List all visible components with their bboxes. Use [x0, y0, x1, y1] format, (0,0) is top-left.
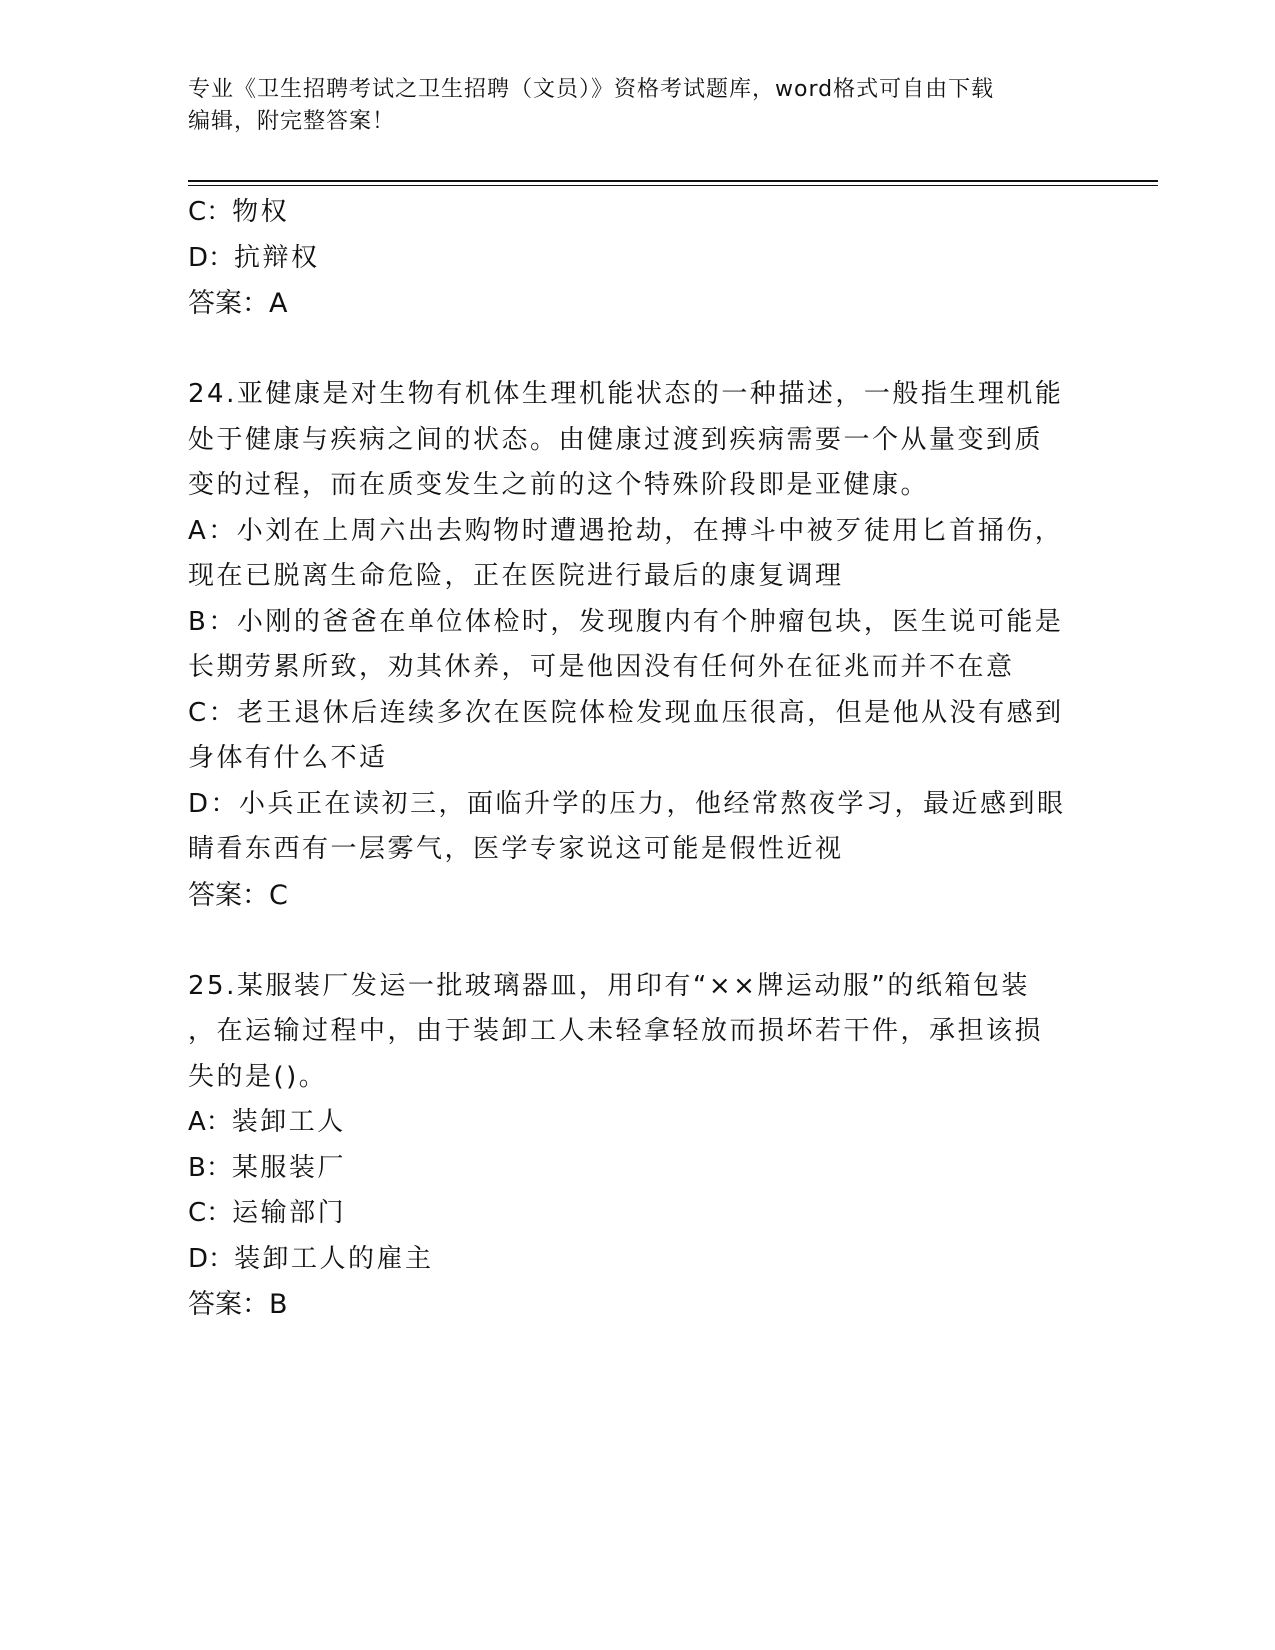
option-d: D：装卸工人的雇主: [188, 1243, 434, 1274]
question-stem-line: 25.某服装厂发运一批玻璃器皿，用印有“××牌运动服”的纸箱包装: [188, 970, 1030, 1001]
question-stem-line: 失的是()。: [188, 1061, 328, 1092]
option-d: D：抗辩权: [188, 242, 320, 273]
document-header: [188, 74, 1068, 138]
option-c-line: 身体有什么不适: [188, 743, 388, 773]
answer-25: 答案：B: [188, 1289, 288, 1320]
option-b-line: 长期劳累所致，劝其休养，可是他因没有任何外在征兆而并不在意: [188, 652, 1015, 682]
option-a-line: A：小刘在上周六出去购物时遭遇抢劫，在搏斗中被歹徒用匕首捅伤，: [188, 515, 1064, 546]
question-stem-line: 处于健康与疾病之间的状态。由健康过渡到疾病需要一个从量变到质: [188, 424, 1044, 455]
answer-24: 答案：C: [188, 879, 288, 911]
header-rule-thick: [188, 180, 1158, 182]
option-d-line: 睛看东西有一层雾气，医学专家说这可能是假性近视: [188, 834, 844, 864]
answer-prev: 答案：A: [188, 288, 288, 319]
question-stem-line: 变的过程，而在质变发生之前的这个特殊阶段即是亚健康。: [188, 470, 930, 500]
question-stem-line: ，在运输过程中，由于装卸工人未轻拿轻放而损坏若干件，承担该损: [188, 1016, 1044, 1046]
question-25: [188, 964, 1083, 1328]
header-line-1: 专业《卫生招聘考试之卫生招聘（文员）》资格考试题库，word格式可自由下载: [188, 77, 995, 102]
option-a: A：装卸工人: [188, 1107, 346, 1137]
option-b: B：某服装厂: [188, 1152, 346, 1183]
header-line-2: 编辑，附完整答案！: [188, 109, 396, 134]
question-stem-line: 24.亚健康是对生物有机体生理机能状态的一种描述，一般指生理机能: [188, 379, 1064, 409]
question-24: [188, 372, 1083, 918]
document-body: [188, 190, 1083, 1328]
option-d-line: D：小兵正在读初三，面临升学的压力，他经常熬夜学习，最近感到眼: [188, 788, 1066, 819]
header-rule-thin: [188, 185, 1158, 186]
option-c: C：运输部门: [188, 1198, 347, 1228]
option-c: C：物权: [188, 197, 290, 227]
option-c-line: C：老王退休后连续多次在医院体检发现血压很高，但是他从没有感到: [188, 697, 1064, 728]
option-a-line: 现在已脱离生命危险，正在医院进行最后的康复调理: [188, 561, 844, 591]
option-b-line: B：小刚的爸爸在单位体检时，发现腹内有个肿瘤包块，医生说可能是: [188, 606, 1064, 637]
